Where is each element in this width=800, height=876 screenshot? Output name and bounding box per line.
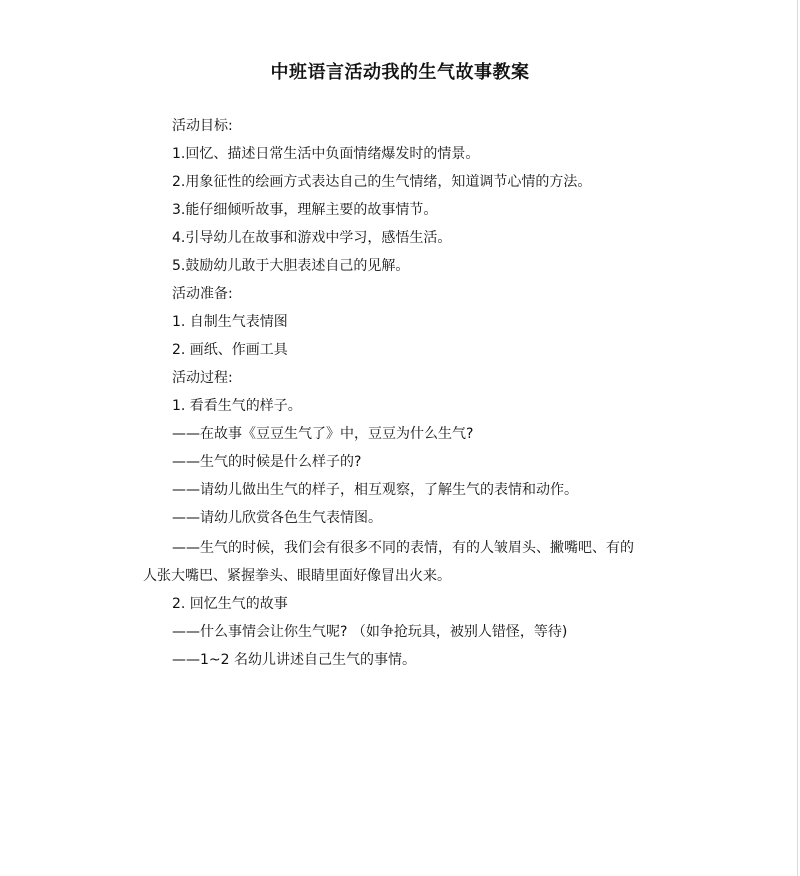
preparation-item-1: 1. 自制生气表情图 xyxy=(172,314,288,330)
section-heading-process: 活动过程: xyxy=(172,370,233,386)
section-heading-preparation: 活动准备: xyxy=(172,286,233,302)
page-edge xyxy=(797,0,798,876)
goal-item-5: 5.鼓励幼儿敢于大胆表述自己的见解。 xyxy=(172,258,410,274)
goal-item-2: 2.用象征性的绘画方式表达自己的生气情绪，知道调节心情的方法。 xyxy=(172,174,592,190)
process-line: ——什么事情会让你生气呢? （如争抢玩具，被别人错怪，等待) xyxy=(172,624,568,640)
goal-item-3: 3.能仔细倾听故事，理解主要的故事情节。 xyxy=(172,202,438,218)
process-line: ——生气的时候，我们会有很多不同的表情，有的人皱眉头、撇嘴吧、有的 xyxy=(172,540,634,556)
preparation-item-2: 2. 画纸、作画工具 xyxy=(172,342,288,358)
goal-item-1: 1.回忆、描述日常生活中负面情绪爆发时的情景。 xyxy=(172,146,480,162)
process-line: ——在故事《豆豆生气了》中，豆豆为什么生气? xyxy=(172,426,474,442)
process-line: ——生气的时候是什么样子的? xyxy=(172,454,362,470)
process-line: ——请幼儿做出生气的样子，相互观察，了解生气的表情和动作。 xyxy=(172,482,578,498)
process-step-1: 1. 看看生气的样子。 xyxy=(172,398,302,414)
document-title: 中班语言活动我的生气故事教案 xyxy=(270,62,530,83)
goal-item-4: 4.引导幼儿在故事和游戏中学习，感悟生活。 xyxy=(172,230,452,246)
process-step-2: 2. 回忆生气的故事 xyxy=(172,596,288,612)
process-line: ——请幼儿欣赏各色生气表情图。 xyxy=(172,510,382,526)
section-heading-goals: 活动目标: xyxy=(172,118,233,134)
process-line-continued: 人张大嘴巴、紧握拳头、眼睛里面好像冒出火来。 xyxy=(143,568,451,584)
process-line: ——1~2 名幼儿讲述自己生气的事情。 xyxy=(172,652,416,668)
